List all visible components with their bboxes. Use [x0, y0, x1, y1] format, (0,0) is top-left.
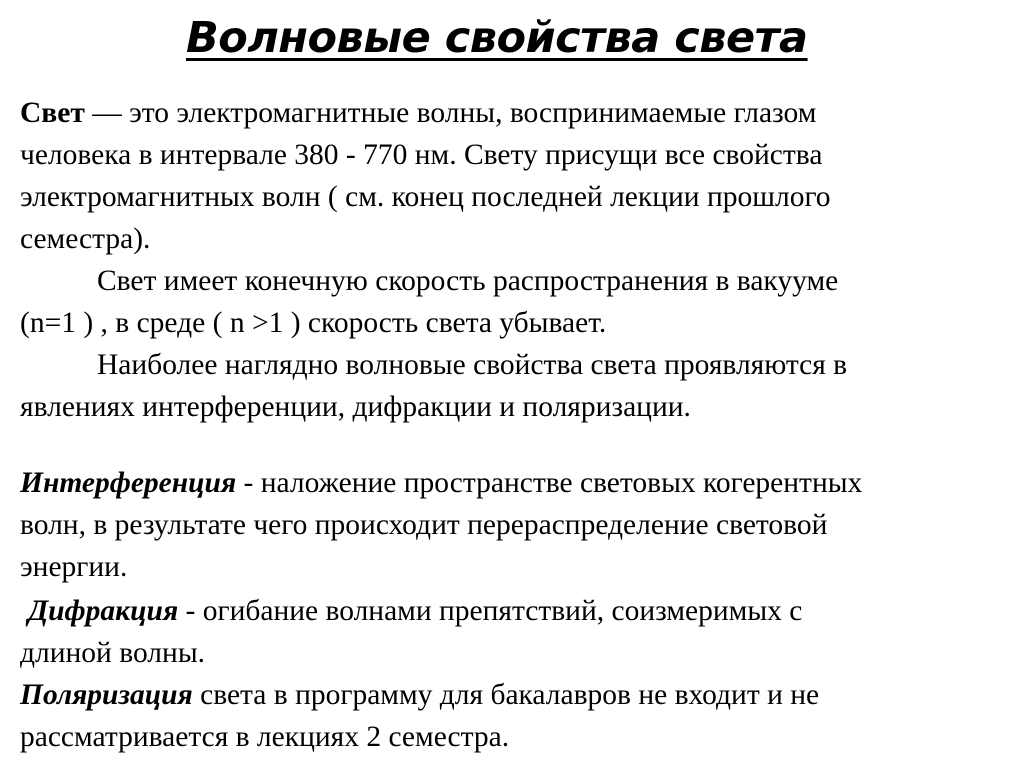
- text-fragment: - наложение пространстве световых когерентных: [236, 467, 863, 499]
- text-line: Наиболее наглядно волновые свойства света проявляются в: [97, 349, 848, 381]
- term-interference: Интерференция: [20, 467, 237, 499]
- text-fragment: света в программу для бакалавров не входит и не: [192, 679, 820, 711]
- text-fragment: - огибание волнами препятствий, соизмеримых с: [178, 595, 803, 627]
- text-line: [20, 590, 802, 632]
- text-line: длиной волны.: [20, 637, 206, 669]
- text-line: человека в интервале 380 - 770 нм. Свету присущи все свойства: [20, 139, 823, 171]
- text-line: явлениях интерференции, дифракции и поляризации.: [20, 391, 691, 423]
- text-line: энергии.: [20, 551, 128, 583]
- term-diffraction: Дифракция: [28, 595, 179, 627]
- light-definition-block: [20, 92, 847, 428]
- slide-title: Волновые свойства света: [186, 13, 808, 63]
- term-polarization: Поляризация: [20, 679, 193, 711]
- polarization-block: [20, 674, 819, 758]
- text-line: рассматривается в лекциях 2 семестра.: [20, 721, 510, 753]
- text-fragment: — это электромагнитные волны, воспринимаемые глазом: [84, 97, 817, 129]
- text-line: электромагнитных волн ( см. конец последней лекции прошлого: [20, 181, 831, 213]
- text-line: семестра).: [20, 223, 151, 255]
- text-line: [20, 674, 819, 716]
- term-light: Свет: [20, 97, 85, 129]
- interference-block: [20, 462, 862, 588]
- diffraction-block: [20, 590, 802, 674]
- text-line: волн, в результате чего происходит перераспределение световой: [20, 509, 828, 541]
- text-line: Свет имеет конечную скорость распространения в вакууме: [97, 265, 839, 297]
- text-line: (n=1 ) , в среде ( n >1 ) скорость света убывает.: [20, 307, 607, 339]
- text-line: [20, 92, 847, 134]
- text-line: [20, 462, 862, 504]
